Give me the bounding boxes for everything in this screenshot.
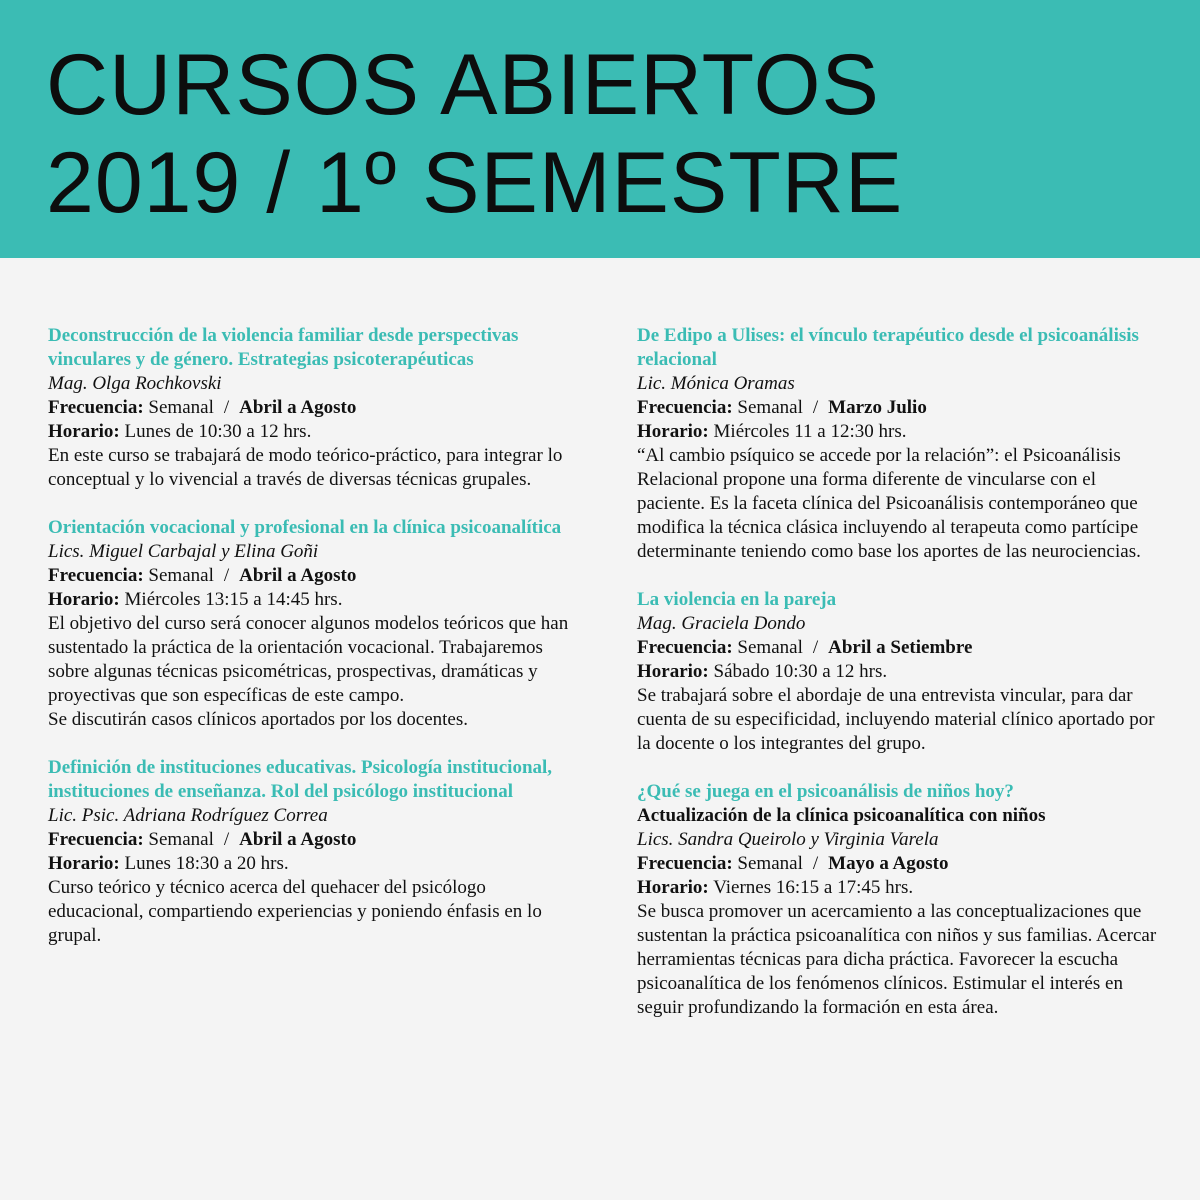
frequency-label: Frecuencia: [48, 565, 144, 586]
period-value: Abril a Agosto [239, 829, 357, 850]
course-frequency [637, 636, 1167, 660]
course-description [637, 444, 1167, 564]
course-violencia-familiar [48, 324, 573, 492]
course-description [48, 444, 573, 492]
course-title: La violencia en la pareja [637, 589, 837, 610]
course-description [637, 900, 1167, 1020]
courses-left-column [48, 324, 573, 972]
page-title-line-1: CURSOS ABIERTOS [46, 37, 880, 133]
course-violencia-pareja [637, 588, 1167, 756]
schedule-value: Sábado 10:30 a 12 hrs. [713, 661, 888, 682]
separator: / [223, 397, 230, 418]
course-frequency [637, 852, 1167, 876]
schedule-value: Miércoles 13:15 a 14:45 hrs. [124, 589, 343, 610]
schedule-label: Horario: [637, 877, 709, 898]
schedule-label: Horario: [637, 421, 709, 442]
course-title: Definición de instituciones educativas. Psicología institucional, instituciones de enseñanza. Rol del psicólogo institucional [48, 757, 553, 802]
course-title: Orientación vocacional y profesional en la clínica psicoanalítica [48, 517, 562, 538]
course-frequency [48, 564, 573, 588]
frequency-value: Semanal [148, 829, 214, 850]
header-banner [0, 0, 1200, 258]
course-frequency [637, 396, 1167, 420]
course-description [637, 684, 1167, 756]
frequency-value: Semanal [148, 397, 214, 418]
frequency-label: Frecuencia: [637, 637, 733, 658]
schedule-label: Horario: [48, 589, 120, 610]
course-subtitle: Actualización de la clínica psicoanalítica con niños [637, 805, 1046, 826]
description-paragraph: El objetivo del curso será conocer algunos modelos teóricos que han sustentado la práctica de la orientación vocacional. Trabajaremos sobre algunas técnicas psicométricas, prospectivas, dramáticas y proyectivas que son específicas de este campo. [48, 613, 569, 706]
separator: / [812, 637, 819, 658]
frequency-label: Frecuencia: [48, 829, 144, 850]
course-edipo-ulises [637, 324, 1167, 564]
schedule-value: Lunes de 10:30 a 12 hrs. [124, 421, 312, 442]
course-schedule [48, 852, 573, 876]
frequency-value: Semanal [737, 853, 803, 874]
schedule-value: Viernes 16:15 a 17:45 hrs. [713, 877, 914, 898]
description-paragraph: Se discutirán casos clínicos aportados por los docentes. [48, 709, 469, 730]
schedule-label: Horario: [48, 853, 120, 874]
course-teacher: Lics. Miguel Carbajal y Elina Goñi [48, 541, 319, 562]
course-psicoanalisis-ninos [637, 780, 1167, 1020]
course-schedule [48, 420, 573, 444]
frequency-label: Frecuencia: [637, 397, 733, 418]
description-paragraph: “Al cambio psíquico se accede por la relación”: el Psicoanálisis Relacional propone una forma diferente de vincularse con el paciente. Es la faceta clínica del Psicoanálisis contemporáneo que modifica la técnica clásica incluyendo al terapeuta como partícipe determinante teniendo como base los aportes de las neurociencias. [637, 445, 1141, 562]
schedule-value: Miércoles 11 a 12:30 hrs. [713, 421, 907, 442]
period-value: Mayo a Agosto [828, 853, 949, 874]
frequency-value: Semanal [737, 637, 803, 658]
separator: / [812, 853, 819, 874]
separator: / [223, 829, 230, 850]
course-frequency [48, 828, 573, 852]
course-title: De Edipo a Ulises: el vínculo terapéutico desde el psicoanálisis relacional [637, 325, 1139, 370]
course-schedule [48, 588, 573, 612]
course-teacher: Lics. Sandra Queirolo y Virginia Varela [637, 829, 939, 850]
separator: / [223, 565, 230, 586]
course-title: Deconstrucción de la violencia familiar desde perspectivas vinculares y de género. Estrategias psicoterapéuticas [48, 325, 519, 370]
course-schedule [637, 420, 1167, 444]
schedule-label: Horario: [637, 661, 709, 682]
page-title [46, 36, 903, 232]
description-paragraph: Se busca promover un acercamiento a las conceptualizaciones que sustentan la práctica psicoanalítica con niños y sus familias. Acercar herramientas técnicas para dicha práctica. Favorecer la escucha psicoanalítica de los fenómenos clínicos. Estimular el interés en seguir profundizando la formación en esta área. [637, 901, 1157, 1018]
schedule-value: Lunes 18:30 a 20 hrs. [124, 853, 289, 874]
description-paragraph: Curso teórico y técnico acerca del quehacer del psicólogo educacional, compartiendo experiencias y poniendo énfasis en lo grupal. [48, 877, 542, 946]
course-teacher: Mag. Graciela Dondo [637, 613, 806, 634]
course-schedule [637, 876, 1167, 900]
separator: / [812, 397, 819, 418]
course-schedule [637, 660, 1167, 684]
page-title-line-2: 2019 / 1º SEMESTRE [46, 135, 904, 231]
course-description [48, 612, 573, 732]
period-value: Marzo Julio [828, 397, 927, 418]
course-frequency [48, 396, 573, 420]
frequency-label: Frecuencia: [637, 853, 733, 874]
description-paragraph: Se trabajará sobre el abordaje de una entrevista vincular, para dar cuenta de su especificidad, incluyendo material clínico aportado por la docente o los integrantes del grupo. [637, 685, 1155, 754]
course-instituciones-educativas [48, 756, 573, 948]
period-value: Abril a Setiembre [828, 637, 973, 658]
course-description [48, 876, 573, 948]
frequency-label: Frecuencia: [48, 397, 144, 418]
course-teacher: Lic. Psic. Adriana Rodríguez Correa [48, 805, 328, 826]
course-teacher: Mag. Olga Rochkovski [48, 373, 222, 394]
frequency-value: Semanal [148, 565, 214, 586]
schedule-label: Horario: [48, 421, 120, 442]
courses-right-column [637, 324, 1167, 1044]
course-orientacion-vocacional [48, 516, 573, 732]
description-paragraph: En este curso se trabajará de modo teórico-práctico, para integrar lo conceptual y lo vivencial a través de diversas técnicas grupales. [48, 445, 563, 490]
course-title: ¿Qué se juega en el psicoanálisis de niños hoy? [637, 781, 1014, 802]
period-value: Abril a Agosto [239, 397, 357, 418]
course-teacher: Lic. Mónica Oramas [637, 373, 795, 394]
frequency-value: Semanal [737, 397, 803, 418]
period-value: Abril a Agosto [239, 565, 357, 586]
